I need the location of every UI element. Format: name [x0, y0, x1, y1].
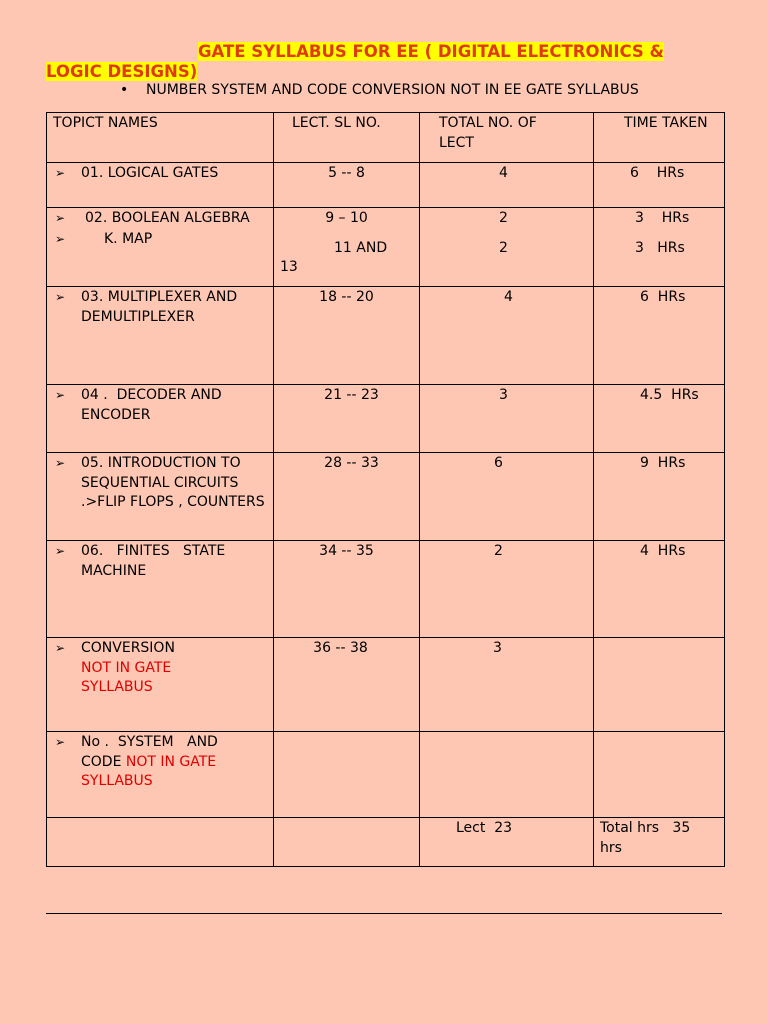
topic-cell: ➢ 05. INTRODUCTION TO SEQUENTIAL CIRCUITS .>FLIP FLOPS , COUNTERS [47, 453, 274, 541]
time-cell: 6 HRs [594, 163, 725, 208]
lect-cell: 36 -- 38 [274, 638, 420, 732]
title-line-1: GATE SYLLABUS FOR EE ( DIGITAL ELECTRONICS & [198, 42, 664, 61]
title-line-2: LOGIC DESIGNS) [46, 62, 198, 81]
time-cell [594, 732, 725, 818]
total-hrs-cell: Total hrs 35 hrs [594, 818, 725, 867]
lect-cell: 34 -- 35 [274, 541, 420, 638]
lect-cell: 21 -- 23 [274, 385, 420, 453]
time-cell: 3 HRs 3 HRs [594, 208, 725, 287]
total-lect-cell: Lect 23 [420, 818, 594, 867]
topic-cell: ➢ CONVERSION NOT IN GATE SYLLABUS [47, 638, 274, 732]
table-row [47, 287, 725, 385]
time-cell: 4.5 HRs [594, 385, 725, 453]
lect-cell [274, 732, 420, 818]
arrow-bullet-icon: ➢ [55, 211, 66, 225]
arrow-bullet-icon: ➢ [55, 544, 66, 558]
topic-cell: ➢ 03. MULTIPLEXER AND DEMULTIPLEXER [47, 287, 274, 385]
page-title [46, 42, 726, 82]
topic-cell: ➢ 04 . DECODER AND ENCODER [47, 385, 274, 453]
header-lect-sl: LECT. SL NO. [274, 113, 420, 163]
table-row [47, 453, 725, 541]
arrow-bullet-icon: ➢ [55, 388, 66, 402]
total-cell: 6 [420, 453, 594, 541]
topic-cell: ➢ 02. BOOLEAN ALGEBRA ➢ K. MAP [47, 208, 274, 287]
total-cell: 2 2 [420, 208, 594, 287]
header-time-taken: TIME TAKEN [594, 113, 725, 163]
time-cell: 6 HRs [594, 287, 725, 385]
lect-cell: 28 -- 33 [274, 453, 420, 541]
syllabus-table [46, 112, 725, 867]
arrow-bullet-icon: ➢ [55, 290, 66, 304]
topic-cell [47, 818, 274, 867]
lect-cell: 5 -- 8 [274, 163, 420, 208]
table-row [47, 385, 725, 453]
topic-cell: ➢ 01. LOGICAL GATES [47, 163, 274, 208]
arrow-bullet-icon: ➢ [55, 456, 66, 470]
totals-row [47, 818, 725, 867]
table-row [47, 732, 725, 818]
syllabus-note [120, 82, 639, 98]
total-cell [420, 732, 594, 818]
lect-cell: 9 – 10 11 AND 13 [274, 208, 420, 287]
time-cell [594, 638, 725, 732]
topic-cell: ➢ 06. FINITES STATE MACHINE [47, 541, 274, 638]
time-cell: 9 HRs [594, 453, 725, 541]
footer-divider [46, 913, 722, 914]
total-cell: 4 [420, 287, 594, 385]
total-cell: 4 [420, 163, 594, 208]
header-topic: TOPICT NAMES [47, 113, 274, 163]
note-text: NUMBER SYSTEM AND CODE CONVERSION NOT IN EE GATE SYLLABUS [146, 82, 639, 98]
arrow-bullet-icon: ➢ [55, 166, 66, 180]
lect-cell: 18 -- 20 [274, 287, 420, 385]
topic-cell: ➢ No . SYSTEM AND CODE NOT IN GATE SYLLABUS [47, 732, 274, 818]
time-cell: 4 HRs [594, 541, 725, 638]
arrow-bullet-icon: ➢ [55, 641, 66, 655]
total-cell: 3 [420, 638, 594, 732]
table-row [47, 638, 725, 732]
lect-cell [274, 818, 420, 867]
table-row [47, 208, 725, 287]
table-row [47, 163, 725, 208]
bullet-icon: • [120, 82, 129, 98]
table-header-row [47, 113, 725, 163]
table-row [47, 541, 725, 638]
arrow-bullet-icon: ➢ [55, 735, 66, 749]
header-total-lect: TOTAL NO. OF LECT [420, 113, 594, 163]
total-cell: 3 [420, 385, 594, 453]
arrow-bullet-icon: ➢ [55, 231, 66, 246]
total-cell: 2 [420, 541, 594, 638]
